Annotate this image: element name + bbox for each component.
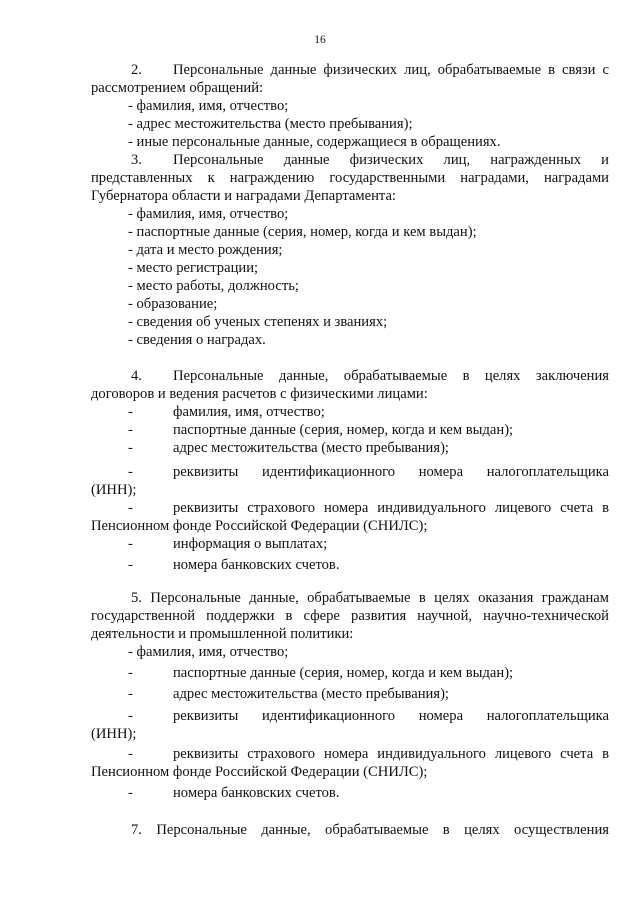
list-dash: - <box>128 708 133 724</box>
section-2-item: - иные персональные данные, содержащиеся в обращениях. <box>128 134 501 150</box>
list-dash: - <box>128 464 133 480</box>
section-3-item: - дата и место рождения; <box>128 242 283 258</box>
section-5-item: реквизиты страхового номера индивидуального лицевого счета в <box>173 746 609 762</box>
section-3-number: 3. <box>131 152 142 168</box>
section-3-item: - сведения об ученых степенях и званиях; <box>128 314 388 330</box>
section-5-continuation: государственной поддержки в сфере развития научной, научно-технической <box>91 608 609 624</box>
list-dash: - <box>128 440 133 456</box>
section-2-number: 2. <box>131 62 142 78</box>
list-dash: - <box>128 500 133 516</box>
list-dash: - <box>128 422 133 438</box>
section-4-item: паспортные данные (серия, номер, когда и кем выдан); <box>173 422 514 438</box>
section-5-continuation: деятельности и промышленной политики: <box>91 626 354 642</box>
list-dash: - <box>128 665 133 681</box>
section-3-item: - образование; <box>128 296 218 312</box>
section-2-first-line: Персональные данные физических лиц, обрабатываемые в связи с <box>173 62 609 78</box>
section-3-item: - место регистрации; <box>128 260 259 276</box>
section-3-item: - сведения о наградах. <box>128 332 266 348</box>
section-3-continuation: Губернатора области и наградами Департамента: <box>91 188 396 204</box>
list-dash: - <box>128 404 133 420</box>
section-4-item: адрес местожительства (место пребывания); <box>173 440 449 456</box>
section-4-item-continuation: Пенсионном фонде Российской Федерации (СНИЛС); <box>91 518 428 534</box>
section-4-continuation: договоров и ведения расчетов с физическими лицами: <box>91 386 428 402</box>
section-2-continuation: рассмотрением обращений: <box>91 80 264 96</box>
section-3-first-line: Персональные данные физических лиц, награжденных и <box>173 152 609 168</box>
section-4-item: номера банковских счетов. <box>173 557 340 573</box>
list-dash: - <box>128 536 133 552</box>
section-4-item-continuation: (ИНН); <box>91 482 137 498</box>
section-3-item: - место работы, должность; <box>128 278 299 294</box>
section-4-item: фамилия, имя, отчество; <box>173 404 325 420</box>
section-5-item-continuation: Пенсионном фонде Российской Федерации (СНИЛС); <box>91 764 428 780</box>
section-5-item: адрес местожительства (место пребывания); <box>173 686 449 702</box>
section-5-first-line: 5. Персональные данные, обрабатываемые в целях оказания гражданам <box>131 590 609 606</box>
section-2-item: - адрес местожительства (место пребывания); <box>128 116 413 132</box>
section-4-item: реквизиты страхового номера индивидуального лицевого счета в <box>173 500 609 516</box>
section-4-first-line: Персональные данные, обрабатываемые в целях заключения <box>173 368 609 384</box>
section-2-item: - фамилия, имя, отчество; <box>128 98 289 114</box>
section-5-item: номера банковских счетов. <box>173 785 340 801</box>
section-5-item: паспортные данные (серия, номер, когда и кем выдан); <box>173 665 514 681</box>
list-dash: - <box>128 557 133 573</box>
section-4-number: 4. <box>131 368 142 384</box>
section-5-item-continuation: (ИНН); <box>91 726 137 742</box>
section-3-item: - фамилия, имя, отчество; <box>128 206 289 222</box>
section-5-item: реквизиты идентификационного номера налогоплательщика <box>173 708 609 724</box>
list-dash: - <box>128 785 133 801</box>
list-dash: - <box>128 686 133 702</box>
section-3-continuation: представленных к награждению государственными наградами, наградами <box>91 170 609 186</box>
section-4-item: реквизиты идентификационного номера налогоплательщика <box>173 464 609 480</box>
section-4-item: информация о выплатах; <box>173 536 328 552</box>
list-dash: - <box>128 746 133 762</box>
section-3-item: - паспортные данные (серия, номер, когда и кем выдан); <box>128 224 477 240</box>
section-7-first-line: 7. Персональные данные, обрабатываемые в целях осуществления <box>131 822 609 838</box>
page-number: 16 <box>314 34 326 46</box>
section-5-item: - фамилия, имя, отчество; <box>128 644 289 660</box>
